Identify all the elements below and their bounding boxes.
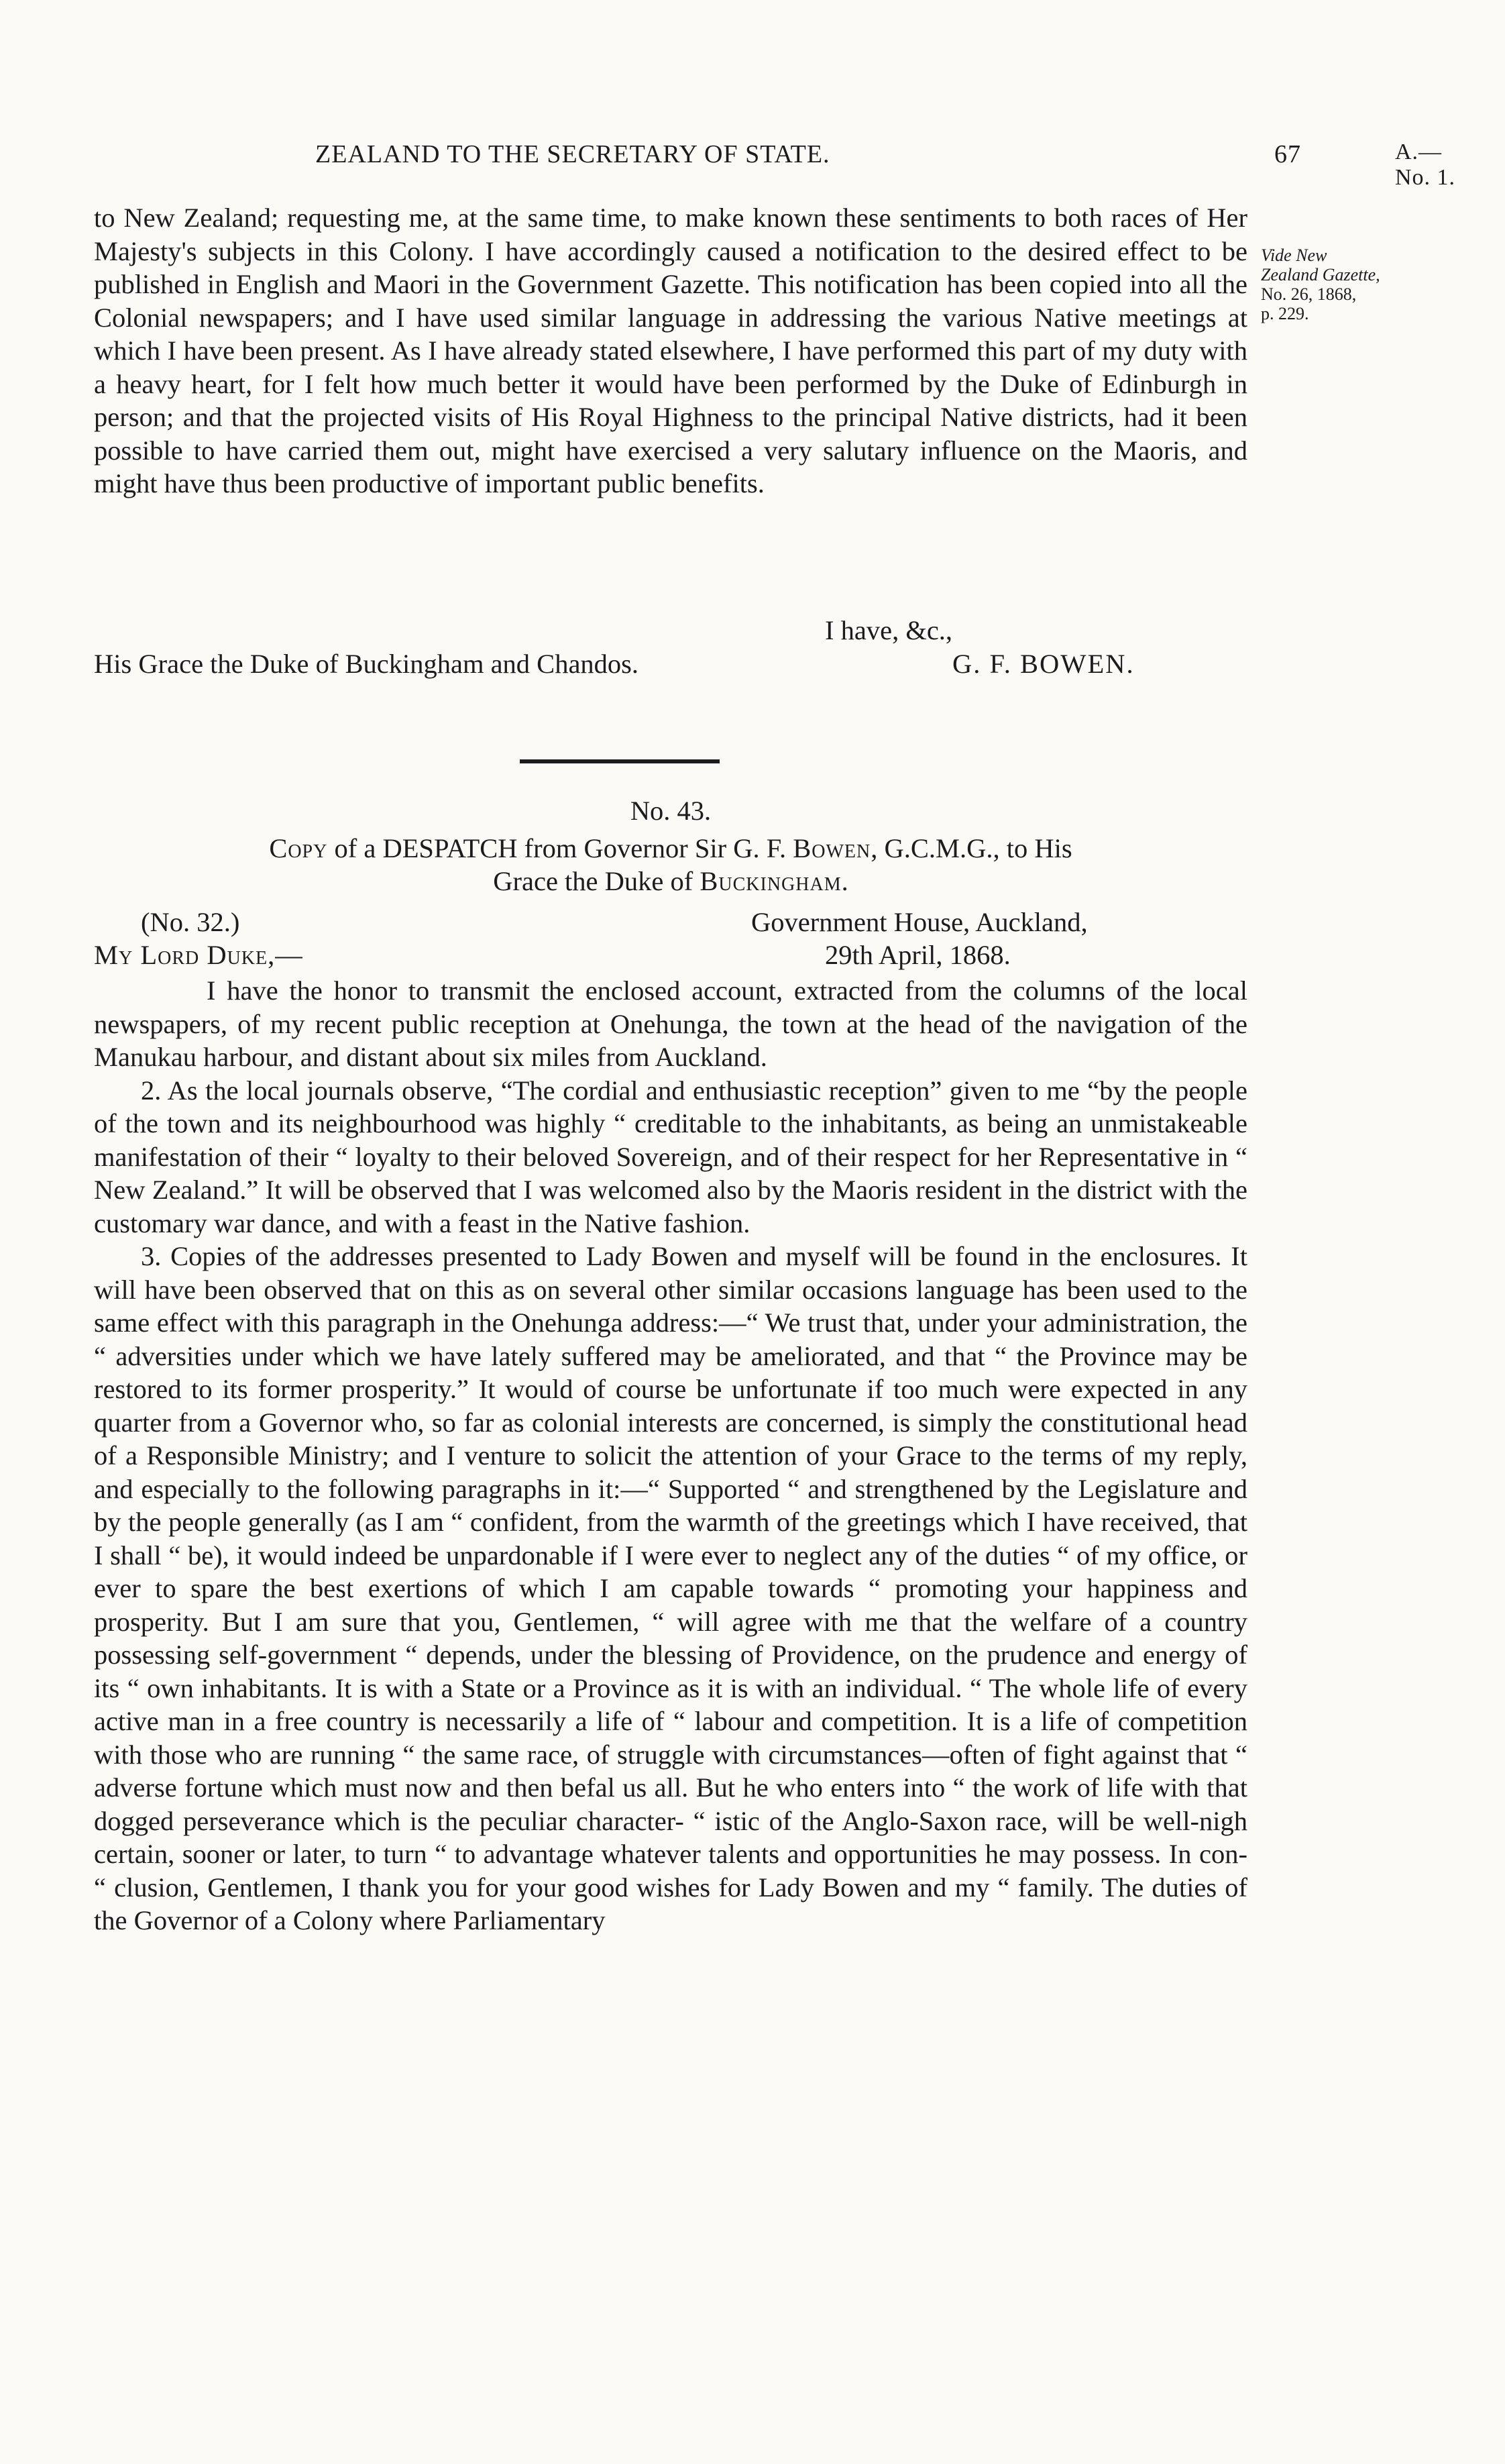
body-paragraph: 3. Copies of the addresses presented to Lady Bowen and myself will be found in the enclosures. It will have been observed that on this as on several other similar occasions language has been used to the same effect with this paragraph in the Onehunga address:—“ We trust that, under your administration, the “ adversities under which we have lately suffered may be ameliorated, and that “ the Province may be restored to its former prosperity.” It would of course be unfortunate if too much were expected in any quarter from a Governor who, so far as colonial interests are concerned, is simply the constitutional head of a Responsible Ministry; and I venture to solicit the attention of your Grace to the terms of my reply, and especially to the following paragraphs in it:—“ Supported “ and strengthened by the Legislature and by the people generally (as I am “ confident, from the warmth of the greetings which I have received, that I shall “ be), it would indeed be unpardonable if I were ever to neglect any of the duties “ of my office, or ever to spare the best exertions of which I am capable towards “ promoting your happiness and prosperity. But I am sure that you, Gentlemen, “ will agree with me that the welfare of a country possessing self-government “ depends, under the blessing of Providence, on the prudence and energy of its “ own inhabitants. It is with a State or a Province as it is with an individual. “ The whole life of every active man in a free country is necessarily a life of “ labour and competition. It is a life of competition with those who are running “ the same race, of struggle with circumstances—often of fight against that “ adverse fortune which must now and then befal us all. But he who enters into “ the work of life with that dogged perseverance which is the peculiar character- “ istic of the Anglo-Saxon race, will be well-nigh certain, sooner or later, to turn “ to advantage whatever talents and opportunities he may possess. In con- “ clusion, Gentlemen, I thank you for your good wishes for Lady Bowen and my “ family. The duties of the Governor of a Colony where Parliamentary xyxy=(94,1241,1247,1935)
despatch-title-part: Bowen xyxy=(793,833,871,863)
document-reference: A.—No. 1. xyxy=(1395,140,1456,190)
body-paragraph: 2. As the local journals observe, “The cordial and enthusiastic reception” given to me “by the people of the town and its neighbourhood was highly “ creditable to the inhabitants, as being an unmistakeable manifestation of their “ loyalty to their beloved Sovereign, and of their respect for her Representative in “ New Zealand.” It will be observed that I was welcomed also by the Maoris resident in the district with the customary war dance, and with a feast in the Native fashion. xyxy=(94,1075,1247,1238)
page-number: 67 xyxy=(1274,140,1301,168)
margin-note xyxy=(1261,246,1429,323)
signature: G. F. BOWEN. xyxy=(952,649,1135,679)
running-header xyxy=(94,140,1475,190)
despatch-body xyxy=(94,974,1247,1937)
despatch-date: 29th April, 1868. xyxy=(825,940,1011,970)
despatch-title-part: of a DESPATCH from Governor Sir G. F. xyxy=(334,833,787,863)
section-divider xyxy=(520,759,720,763)
margin-note-line: Vide New xyxy=(1261,246,1327,265)
despatch-ref-number: (No. 32.) xyxy=(141,907,240,937)
despatch-title-part: Copy xyxy=(269,833,328,863)
despatch-number: No. 43. xyxy=(630,796,712,826)
margin-note-line: No. 26, 1868, xyxy=(1261,284,1357,304)
despatch-title-part: Buckingham xyxy=(700,866,842,896)
salutation: My Lord Duke,— xyxy=(94,940,303,970)
header-title: ZEALAND TO THE SECRETARY OF STATE. xyxy=(315,140,830,168)
despatch-title-part: . xyxy=(841,866,848,896)
margin-note-line: p. 229. xyxy=(1261,304,1309,323)
addressee: His Grace the Duke of Buckingham and Chandos. xyxy=(94,649,639,679)
despatch-meta xyxy=(94,906,1247,971)
despatch-title-part: , G.C.M.G., to His xyxy=(871,833,1072,863)
despatch-title xyxy=(94,832,1247,898)
body-paragraph: I have the honor to transmit the enclosed account, extracted from the columns of the local newspapers, of my recent public reception at Onehunga, the town at the head of the navigation of the Manukau harbour, and distant about six miles from Auckland. xyxy=(94,975,1247,1072)
first-section xyxy=(94,201,1247,500)
despatch-location: Government House, Auckland, xyxy=(751,907,1088,937)
margin-note-line: Zealand Gazette, xyxy=(1261,265,1380,284)
despatch-title-part: Grace the Duke of xyxy=(493,866,693,896)
sign-off: I have, &c., xyxy=(825,615,953,645)
body-paragraph: to New Zealand; requesting me, at the same time, to make known these sentiments to both races of Her Majesty's subjects in this Colony. I have accordingly caused a notification to the desired effect to be published in English and Maori in the Government Gazette. This notification has been copied into all the Colonial newspapers; and I have used similar language in addressing the various Native meetings at which I have been present. As I have already stated elsewhere, I have performed this part of my duty with a heavy heart, for I felt how much better it would have been performed by the Duke of Edinburgh in person; and that the projected visits of His Royal Highness to the principal Native districts, had it been possible to have carried them out, might have exercised a very salutary influence on the Maoris, and might have thus been productive of important public benefits. xyxy=(94,203,1247,498)
closing-block xyxy=(94,614,1247,681)
